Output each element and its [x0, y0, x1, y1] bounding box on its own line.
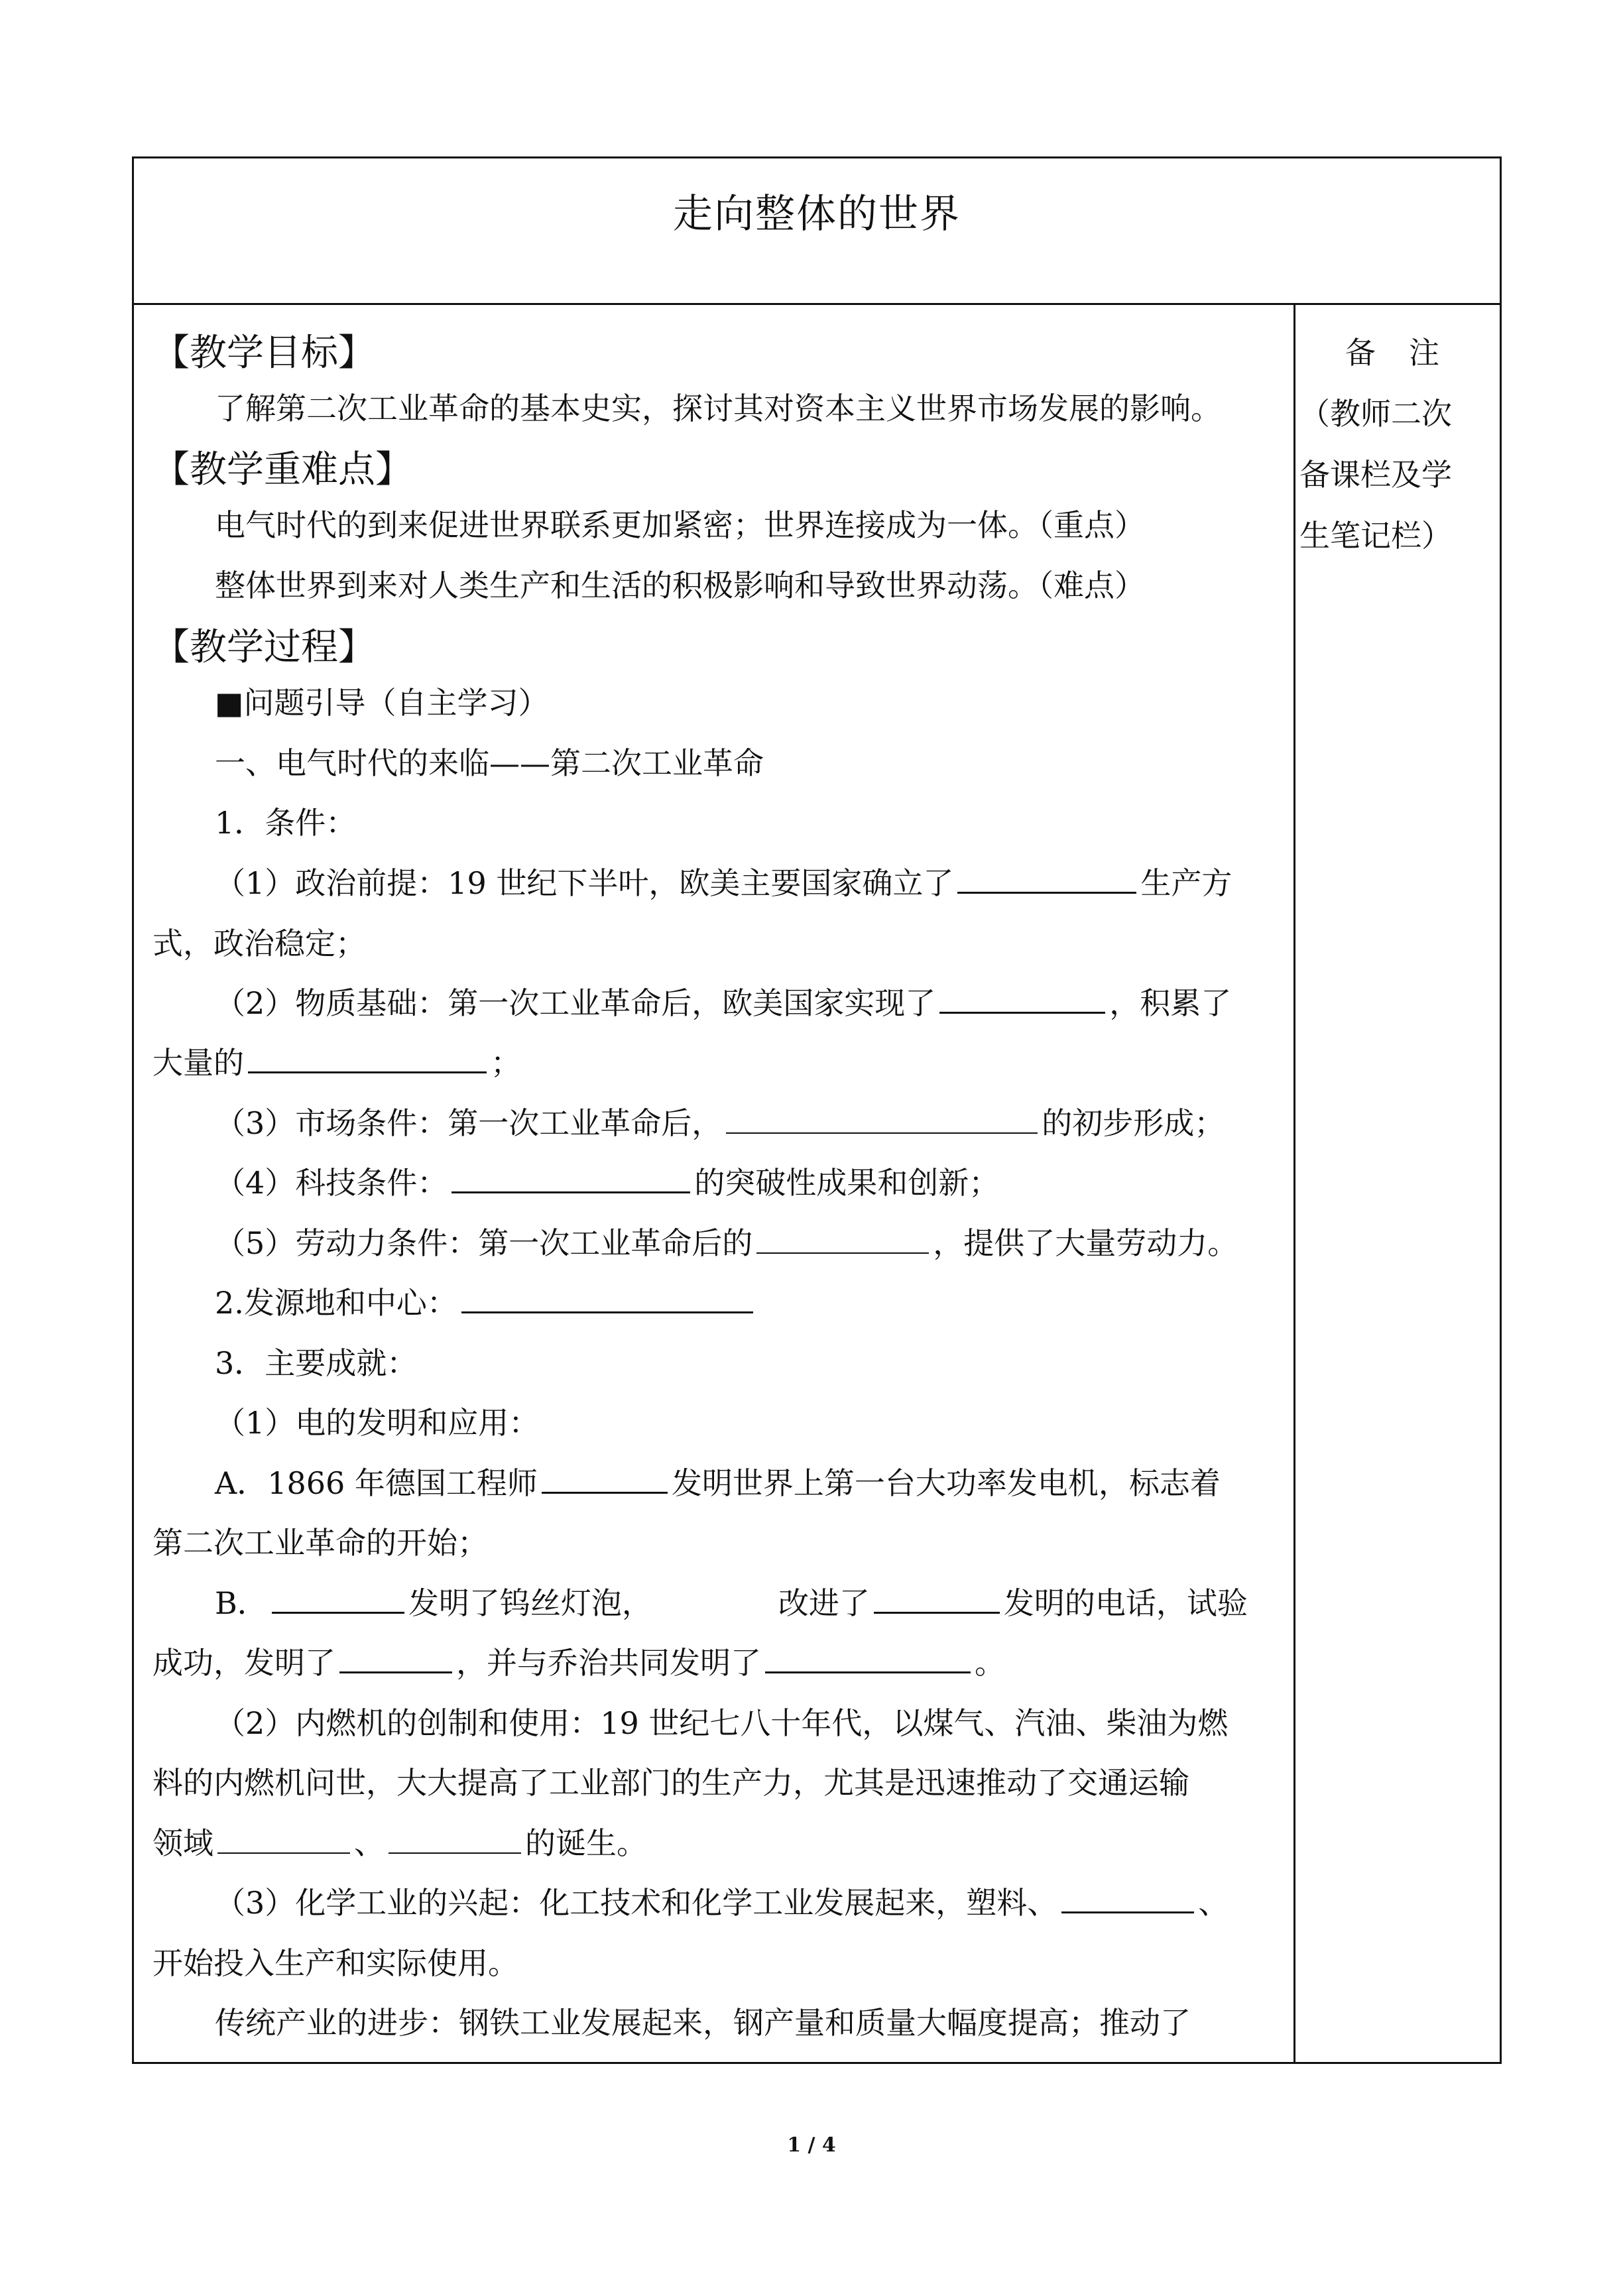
- fill-blank[interactable]: [756, 1222, 929, 1254]
- fill-blank[interactable]: [957, 861, 1136, 894]
- notes-label: 备注: [1345, 335, 1473, 371]
- paragraph-line: 开始投入生产和实际使用。: [152, 1945, 518, 1981]
- list-item: [152, 1039, 521, 1083]
- text: ，积累了: [1109, 985, 1232, 1021]
- text: 改进了: [778, 1585, 870, 1621]
- fill-blank[interactable]: [542, 1461, 668, 1494]
- fill-blank[interactable]: [248, 1041, 487, 1073]
- page-title: 走向整体的世界: [673, 191, 961, 237]
- fill-blank[interactable]: [272, 1581, 404, 1614]
- text: （3）市场条件：第一次工业革命后，: [215, 1105, 723, 1141]
- keypoint-text: 整体世界到来对人类生产和生活的积极影响和导致世界动荡。（难点）: [215, 568, 1145, 603]
- list-item: [215, 1159, 999, 1203]
- fill-blank[interactable]: [451, 1161, 690, 1193]
- text: 发明的电话，试验: [1003, 1585, 1248, 1621]
- part-heading: 一、电气时代的来临——第二次工业革命: [215, 745, 764, 781]
- fill-blank[interactable]: [217, 1822, 350, 1854]
- fill-blank[interactable]: [939, 981, 1105, 1014]
- list-item: 式，政治稳定；: [152, 926, 366, 961]
- text: 的突破性成果和创新；: [694, 1165, 1000, 1201]
- text: B．: [215, 1585, 268, 1621]
- text: 发明了钨丝灯泡，: [408, 1585, 652, 1621]
- text: 成功，发明了: [152, 1645, 335, 1681]
- text: ，提供了大量劳动力。: [933, 1225, 1238, 1261]
- list-item: [215, 1219, 1238, 1263]
- list-item: [215, 1459, 1221, 1503]
- paragraph-line: [152, 1819, 647, 1863]
- notes-line: 生笔记栏）: [1299, 518, 1452, 554]
- text: （5）劳动力条件：第一次工业革命后的: [215, 1225, 753, 1261]
- guide-text: ■问题引导（自主学习）: [215, 685, 549, 721]
- text: 大量的: [152, 1045, 244, 1081]
- paragraph-line: 料的内燃机问世，大大提高了工业部门的生产力，尤其是迅速推动了交通运输: [152, 1765, 1189, 1801]
- keypoint-text: 电气时代的到来促进世界联系更加紧密；世界连接成为一体。（重点）: [215, 507, 1145, 543]
- title-box: [132, 156, 1502, 305]
- list-item: [152, 1639, 1005, 1683]
- list-item: [215, 859, 1232, 903]
- text: ，并与乔治共同发明了: [456, 1645, 761, 1681]
- list-item: [215, 979, 1231, 1023]
- fill-blank[interactable]: [874, 1581, 1000, 1614]
- list-item: [215, 1579, 1248, 1623]
- list-item: 1．条件：: [215, 805, 357, 841]
- fill-blank[interactable]: [389, 1822, 521, 1854]
- text: 2.发源地和中心：: [215, 1285, 457, 1321]
- column-divider: [1293, 305, 1295, 2062]
- page-number: 1 / 4: [787, 2134, 836, 2157]
- text: 的初步形成；: [1042, 1105, 1225, 1141]
- text: A．1866 年德国工程师: [215, 1465, 538, 1501]
- fill-blank[interactable]: [726, 1102, 1038, 1134]
- text: 发明世界上第一台大功率发电机，标志着: [671, 1465, 1221, 1501]
- text: （3）化学工业的兴起：化工技术和化学工业发展起来，塑料、: [215, 1885, 1058, 1921]
- list-item: 第二次工业革命的开始；: [152, 1525, 488, 1561]
- text: ；: [491, 1045, 521, 1081]
- list-item: [215, 1279, 757, 1323]
- notes-line: 备课栏及学: [1299, 457, 1452, 493]
- goals-heading: 【教学目标】: [152, 332, 375, 375]
- notes-column: [1299, 322, 1492, 566]
- keypoints-heading: 【教学重难点】: [152, 448, 412, 491]
- text: 生产方: [1140, 865, 1232, 901]
- process-heading: 【教学过程】: [152, 626, 375, 669]
- text: 。: [975, 1645, 1005, 1681]
- fill-blank[interactable]: [339, 1641, 452, 1673]
- text: 的诞生。: [525, 1825, 647, 1861]
- notes-line: （教师二次: [1299, 396, 1452, 432]
- list-item: （1）电的发明和应用：: [215, 1405, 540, 1441]
- text: （2）物质基础：第一次工业革命后，欧美国家实现了: [215, 985, 936, 1021]
- fill-blank[interactable]: [461, 1281, 753, 1313]
- paragraph-line: 传统产业的进步：钢铁工业发展起来，钢产量和质量大幅度提高；推动了: [215, 2005, 1191, 2041]
- paragraph-line: [215, 1879, 1229, 1923]
- list-item: [215, 1099, 1225, 1143]
- paragraph-line: （2）内燃机的创制和使用：19 世纪七八十年代，以煤气、汽油、柴油为燃: [215, 1705, 1229, 1741]
- fill-blank[interactable]: [765, 1641, 971, 1673]
- text: 领域: [152, 1825, 213, 1861]
- fill-blank[interactable]: [1061, 1881, 1194, 1913]
- text: 、: [1198, 1885, 1229, 1921]
- list-item: 3．主要成就：: [215, 1345, 418, 1381]
- text: （4）科技条件：: [215, 1165, 448, 1201]
- text: 、: [354, 1825, 385, 1861]
- goals-text: 了解第二次工业革命的基本史实，探讨其对资本主义世界市场发展的影响。: [215, 391, 1221, 426]
- text: （1）政治前提：19 世纪下半叶，欧美主要国家确立了: [215, 865, 954, 901]
